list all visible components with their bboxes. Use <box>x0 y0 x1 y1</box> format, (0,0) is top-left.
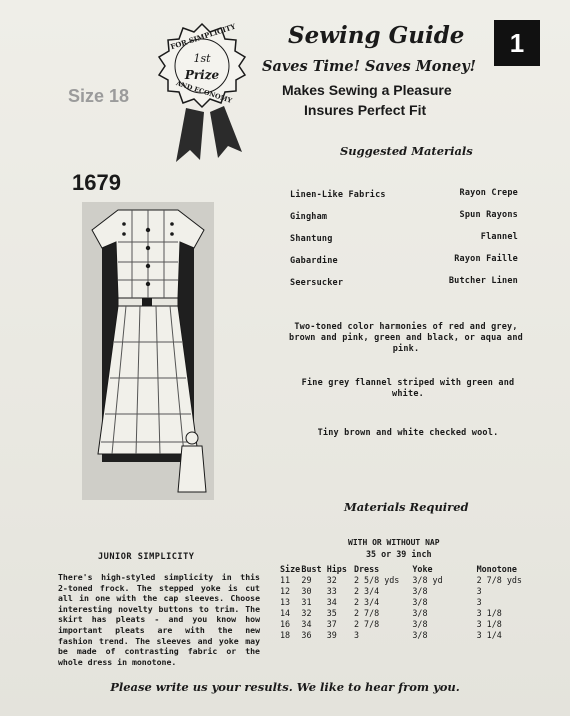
suggestion-note-2: Fine grey flannel striped with green and white. <box>301 378 515 399</box>
cell-hips: 33 <box>326 586 337 596</box>
required-heading: Materials Required <box>344 500 469 514</box>
cell-size: 13 <box>280 597 291 607</box>
dress-illustration <box>82 202 214 500</box>
material-right-0: Rayon Crepe <box>459 188 518 198</box>
cell-size: 18 <box>280 630 291 640</box>
cell-yoke: 3/8 <box>412 619 428 629</box>
suggested-heading: Suggested Materials <box>340 144 473 158</box>
col-yoke: Yoke <box>412 564 433 574</box>
cell-bust: 30 <box>301 586 312 596</box>
page-title: Sewing Guide <box>288 22 465 49</box>
pattern-number: 1679 <box>72 170 121 195</box>
cell-yoke: 3/8 <box>412 630 428 640</box>
cell-hips: 35 <box>326 608 337 618</box>
cell-dress: 3 <box>353 630 360 640</box>
cell-yoke: 3/8 yd <box>412 575 443 585</box>
cell-size: 11 <box>280 575 291 585</box>
cell-monotone: 3 1/4 <box>476 630 502 640</box>
col-monotone: Monotone <box>476 564 517 574</box>
material-right-2: Flannel <box>480 232 518 242</box>
cell-bust: 34 <box>301 619 312 629</box>
material-left-0: Linen-Like Fabrics <box>290 190 386 200</box>
col-dress: Dress <box>353 564 380 574</box>
col-size: Size <box>280 564 301 574</box>
cell-monotone: 3 1/8 <box>476 619 502 629</box>
size-label: Size 18 <box>68 86 130 106</box>
col-bust: Bust <box>301 564 322 574</box>
cell-bust: 36 <box>301 630 312 640</box>
cell-size: 16 <box>280 619 291 629</box>
table-row <box>280 586 535 596</box>
tagline: Saves Time! Saves Money! <box>262 58 477 75</box>
seal-top-text: FOR SIMPLICITY <box>169 21 237 52</box>
material-left-3: Gabardine <box>290 256 338 266</box>
cell-hips: 34 <box>326 597 337 607</box>
award-seal <box>148 20 256 170</box>
cell-bust: 32 <box>301 608 312 618</box>
cell-monotone: 3 1/8 <box>476 608 502 618</box>
table-row <box>280 630 535 640</box>
junior-description: There's high-styled simplicity in this 2-toned frock. The stepped yoke is cut all in one with the cap sleeves. Choose interesting novelty buttons to trim. The skirt has pleats - and you know how important pleats are with the new fashion trend. The sleeves and yoke may be made of contrasting fabric or the whole dress in monotone. <box>58 572 260 667</box>
seal-center-bottom: Prize <box>184 68 220 82</box>
suggestion-note-1: Two-toned color harmonies of red and grey, brown and pink, green and black, or aqua and pink. <box>289 322 523 354</box>
material-right-1: Spun Rayons <box>459 210 518 220</box>
seal-bottom-text: AND ECONOMY <box>175 79 233 105</box>
cell-yoke: 3/8 <box>412 586 428 596</box>
cell-hips: 39 <box>326 630 337 640</box>
table-row <box>280 597 535 607</box>
table-row <box>280 608 535 618</box>
cell-hips: 37 <box>326 619 337 629</box>
cell-dress: 2 3/4 <box>353 586 380 596</box>
table-row <box>280 619 535 629</box>
table-row <box>280 575 535 585</box>
fabric-width: 35 or 39 inch <box>366 549 432 559</box>
page-number: 1 <box>509 27 525 58</box>
cell-monotone: 3 <box>476 586 482 596</box>
nap-label: WITH OR WITHOUT NAP <box>348 538 440 547</box>
cell-yoke: 3/8 <box>412 608 428 618</box>
cell-dress: 2 7/8 <box>353 619 380 629</box>
cell-monotone: 3 <box>476 597 482 607</box>
junior-heading: JUNIOR SIMPLICITY <box>98 552 195 562</box>
cell-dress: 2 5/8 yds <box>353 575 400 585</box>
cell-bust: 29 <box>301 575 312 585</box>
material-left-2: Shantung <box>290 234 333 244</box>
cell-monotone: 2 7/8 yds <box>476 575 522 585</box>
cell-size: 14 <box>280 608 291 618</box>
header-line-1: Makes Sewing a Pleasure <box>282 82 452 98</box>
suggestion-note-3: Tiny brown and white checked wool. <box>317 428 499 438</box>
seal-center-top: 1st <box>193 52 211 65</box>
material-left-4: Seersucker <box>290 278 344 288</box>
material-left-1: Gingham <box>290 212 328 222</box>
cell-hips: 32 <box>326 575 337 585</box>
cell-yoke: 3/8 <box>412 597 428 607</box>
table-header <box>280 564 535 574</box>
material-right-3: Rayon Faille <box>454 254 518 264</box>
cell-bust: 31 <box>301 597 312 607</box>
page-number-badge <box>494 20 540 66</box>
cell-size: 12 <box>280 586 291 596</box>
dress-drawing <box>82 202 214 500</box>
col-hips: Hips <box>326 564 347 574</box>
cell-dress: 2 7/8 <box>353 608 380 618</box>
cell-dress: 2 3/4 <box>353 597 380 607</box>
footer-note: Please write us your results. We like to hear from you. <box>110 680 460 694</box>
header-line-2: Insures Perfect Fit <box>304 102 427 118</box>
material-right-4: Butcher Linen <box>448 276 518 286</box>
